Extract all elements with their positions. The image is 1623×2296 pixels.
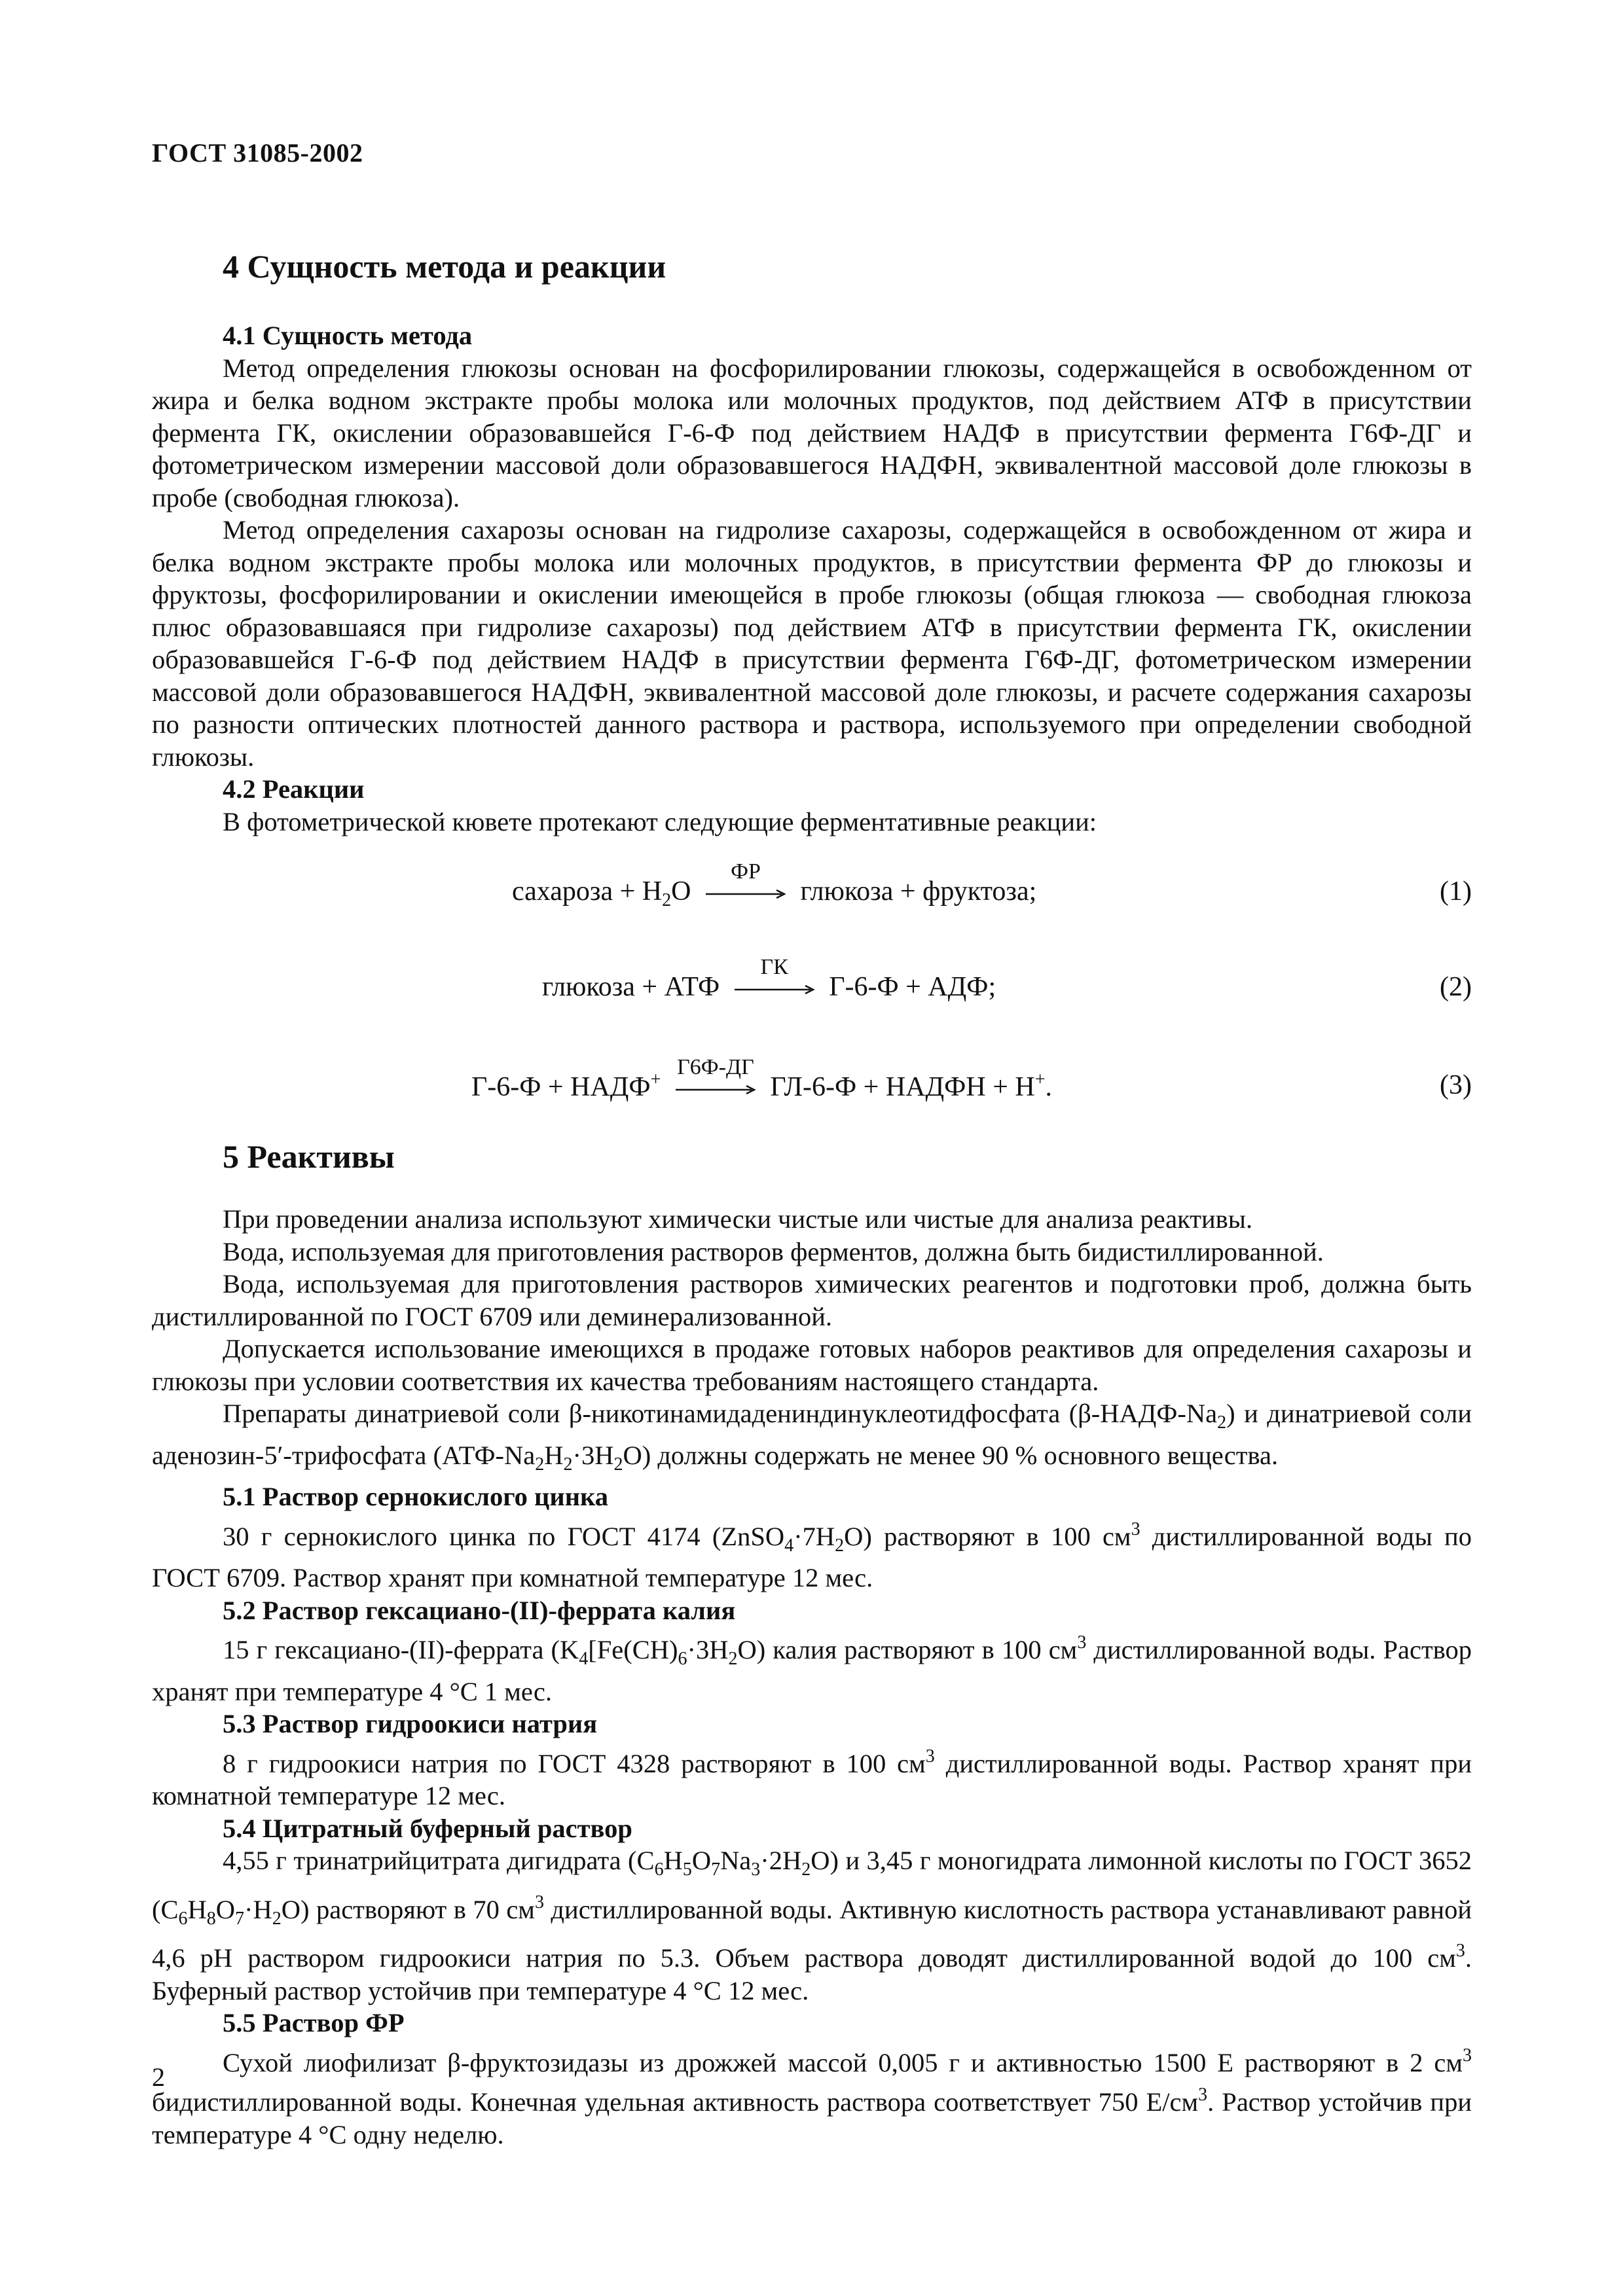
formula-number: (1) — [1440, 876, 1472, 906]
subsection-4-1-title: 4.1 Сущность метода — [223, 321, 473, 350]
page-number: 2 — [152, 2062, 165, 2092]
superscript: + — [1034, 1069, 1046, 1090]
arrow-icon — [674, 1085, 757, 1094]
document-header: ГОСТ 31085-2002 — [152, 138, 363, 168]
section-4-title: 4 Сущность метода и реакции — [223, 248, 666, 285]
section-4-body — [152, 319, 1472, 838]
formula-number: (3) — [1440, 1070, 1472, 1100]
arrow-icon — [704, 889, 787, 899]
enzyme-label: ФР — [731, 859, 761, 884]
reaction-arrow — [674, 1055, 757, 1102]
paragraph: 8 г гидроокиси натрия по ГОСТ 4328 растворяют в 100 $см^3$ дистиллированной воды. Раствор хранят при комнатной температуре 12 мес. — [152, 1746, 1472, 1810]
enzyme-label: ГК — [760, 955, 788, 980]
formula-right: глюкоза + фруктоза; — [800, 876, 1037, 906]
paragraph: Препараты динатриевой соли β-никотинамидадениндинуклеотидфосфата $(\beta-НАДФ-Na_2)$ и динатриевой соли аденозин-5′-трифосфата $(АТФ-Na_2H_2\cdot 3H_2O)$ должны содержать не менее 90 % основного вещества. — [152, 1399, 1472, 1475]
enzyme-label: Г6Ф-ДГ — [677, 1055, 754, 1080]
paragraph: Метод определения глюкозы основан на фосфорилировании глюкозы, содержащейся в освобожденном от жира и белка водном экстракте пробы молока или молочных продуктов, под действием АТФ в присутствии фермента ГК, окислении образовавшейся Г-6-Ф под действием НАДФ в присутствии фермента Г6Ф-ДГ и фотометрическом измерении массовой доли образовавшегося НАДФН, эквивалентной массовой доле глюкозы в пробе (свободная глюкоза). — [152, 353, 1472, 512]
subsection-5-4-title: 5.4 Цитратный буферный раствор — [223, 1813, 632, 1843]
reaction-arrow — [733, 955, 816, 1002]
formula-left: Г-6-Ф + НАДФ — [471, 1072, 651, 1102]
paragraph: Вода, используемая для приготовления растворов химических реагентов и подготовки проб, должна быть дистиллированной по ГОСТ 6709 или деминерализованной. — [152, 1269, 1472, 1331]
paragraph: При проведении анализа используют химически чистые или чистые для анализа реактивы. — [223, 1204, 1253, 1234]
formula-2 — [542, 955, 996, 1003]
subsection-5-2-title: 5.2 Раствор гексациано-(II)-феррата калия — [223, 1595, 736, 1625]
section-5-title: 5 Реактивы — [223, 1138, 395, 1175]
subsection-5-5-title: 5.5 Раствор ФР — [223, 2008, 405, 2037]
paragraph: В фотометрической кювете протекают следующие ферментативные реакции: — [223, 806, 1097, 836]
formula-left: O — [671, 876, 691, 906]
formula-right: . — [1045, 1072, 1053, 1102]
paragraph: 30 г сернокислого цинка по ГОСТ 4174 $(ZnSO_4\cdot 7H_2O)$ растворяют в 100 $см^3$ дистиллированной воды по ГОСТ 6709. Раствор хранят при комнатной температуре 12 мес. — [152, 1518, 1472, 1592]
paragraph: Вода, используемая для приготовления растворов ферментов, должна быть бидистиллированной. — [223, 1236, 1324, 1266]
arrow-icon — [733, 985, 816, 994]
superscript: + — [650, 1069, 661, 1090]
subsection-5-1-title: 5.1 Раствор сернокислого цинка — [223, 1482, 609, 1511]
subsection-5-3-title: 5.3 Раствор гидроокиси натрия — [223, 1709, 598, 1738]
formula-number: (2) — [1440, 972, 1472, 1002]
formula-1 — [512, 859, 1037, 911]
paragraph: 15 г гексациано-(II)-феррата ($K_4[Fe(CH)_6\cdot 3H_2O)$ калия растворяют в 100 $см^3$ дистиллированной воды. Раствор хранят при температуре 4 °С 1 мес. — [152, 1632, 1472, 1706]
paragraph: Сухой лиофилизат β-фруктозидазы из дрожжей массой 0,005 г и активностью 1500 Е растворяют в 2 $см^3$ бидистиллированной воды. Конечная удельная активность раствора соответствует 750 $Е/см^3$. Раствор устойчив при температуре 4 °С одну неделю. — [152, 2045, 1472, 2149]
paragraph: Допускается использование имеющихся в продаже готовых наборов реактивов для определения сахарозы и глюкозы при условии соответствия их качества требованиям настоящего стандарта. — [152, 1334, 1472, 1396]
subscript: 2 — [662, 890, 672, 910]
paragraph: 4,55 г тринатрийцитрата дигидрата $(C_6H_5O_7Na_3\cdot 2H_2O)$ и 3,45 г моногидрата лимонной кислоты по ГОСТ 3652 $(C_6H_8O_7\cdot H_2O)$ растворяют в 70 $см^3$ дистиллированной воды. Активную кислотность раствора устанавливают равной 4,6 pH раствором гидроокиси натрия по 5.3. Объем раствора доводят дистиллированной водой до 100 $см^3$. Буферный раствор устойчив при температуре 4 °С 12 мес. — [152, 1846, 1472, 2005]
formula-right: ГЛ-6-Ф + НАДФН + H — [770, 1072, 1035, 1102]
formula-right: Г-6-Ф + АДФ; — [829, 972, 996, 1002]
formula-left: глюкоза + АТФ — [542, 972, 720, 1002]
formula-left: сахароза + H — [512, 876, 663, 906]
reaction-arrow — [704, 859, 787, 906]
formula-3 — [471, 1055, 1053, 1103]
subsection-4-2-title: 4.2 Реакции — [223, 774, 365, 804]
paragraph: Метод определения сахарозы основан на гидролизе сахарозы, содержащейся в освобожденном от жира и белка водном экстракте пробы молока или молочных продуктов, в присутствии фермента ФР до глюкозы и фруктозы, фосфорилировании и окислении имеющейся в пробе глюкозы (общая глюкоза — свободная глюкоза плюс образовавшаяся при гидролизе сахарозы) под действием АТФ в присутствии фермента ГК, окислении образовавшейся Г-6-Ф под действием НАДФ в присутствии фермента Г6Ф-ДГ, фотометрическом измерении массовой доли образовавшегося НАДФН, эквивалентной массовой доле глюкозы, и расчете содержания сахарозы по разности оптических плотностей данного раствора и раствора, используемого при определении свободной глюкозы. — [152, 515, 1472, 772]
section-5-body — [152, 1203, 1472, 2151]
